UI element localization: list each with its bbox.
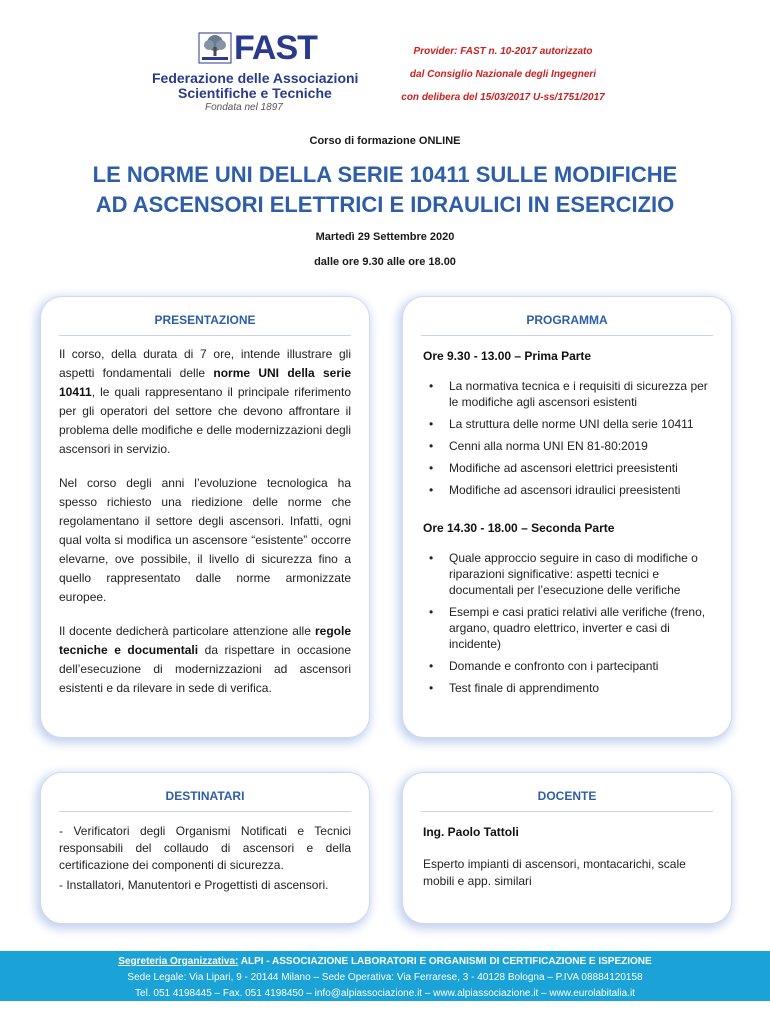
presentazione-paragraph-3 [59,622,351,698]
list-item: • Esempi e casi pratici relativi alle verifiche (freno, argano, quadro elettrico, inverter e casi di incidente) [423,604,715,652]
footer-org-line [0,954,770,970]
logo-wordmark: FAST [234,29,317,67]
course-date: Martedì 29 Settembre 2020 [315,231,455,243]
bold-span: norme UNI della serie 10411 [59,366,351,399]
list-item: • La struttura delle norme UNI della serie 10411 [423,416,715,432]
provider-info [378,40,628,109]
divider [59,335,351,336]
footer-address: Sede Legale: Via Lipari, 9 - 20144 Milano – Sede Operativa: Via Ferrarese, 3 - 40128 Bologna – P.IVA 08884120158 [127,972,643,983]
course-hours: dalle ore 9.30 alle ore 18.00 [314,256,456,268]
logo-founded: Fondata nel 1897 [205,102,283,113]
destinatari-panel [40,772,370,924]
footer-contacts: Tel. 051 4198445 – Fax. 051 4198450 – info@alpiassociazione.it – www.alpiassociazione.it – www.eurolabitalia.it [135,988,635,999]
text-span: Il corso, della durata di 7 ore, intende illustrare gli aspetti fondamentali delle [59,347,351,380]
presentazione-panel [40,296,370,738]
text-span: da rispettare in occasione dell’esecuzione di modernizzazioni ad ascensori esistenti e da rilevare in sede di verifica. [59,643,351,695]
list-item: • Quale approccio seguire in caso di modifiche o riparazioni significative: aspetti tecnici e documentali per l’esecuzione delle verifiche [423,550,715,598]
destinatari-item-1: - Verificatori degli Organismi Notificati e Tecnici responsabili del collaudo di ascensori e della certificazione dei componenti di sicurezza. [59,824,351,872]
provider-line1: Provider: FAST n. 10-2017 autorizzato [413,46,593,57]
destinatari-title: DESTINATARI [165,789,245,803]
destinatari-item-2: - Installatori, Manutentori e Progettisti di ascensori. [59,878,329,892]
footer-bar [0,951,770,1001]
tree-emblem-icon [198,32,232,64]
course-title-line1: LE NORME UNI DELLA SERIE 10411 SULLE MODIFICHE [92,162,678,187]
fast-logo [148,29,363,117]
part1-heading: Ore 9.30 - 13.00 – Prima Parte [423,349,592,363]
course-title-line2: AD ASCENSORI ELETTRICI E IDRAULICI IN ESERCIZIO [95,192,675,217]
divider [59,811,351,812]
presentazione-title: PRESENTAZIONE [154,313,256,327]
presentazione-paragraph-2: Nel corso degli anni l’evoluzione tecnologica ha spesso richiesto una riedizione delle norme che regolamentano il settore degli ascensori. Infatti, ogni qual volta si modifica un ascensore “esistente” occorre elevarne, ove possibile, il livello di sicurezza fino a quello rappresentato dalle norme armonizzate europee. [59,476,351,604]
list-item: • Cenni alla norma UNI EN 81-80:2019 [423,438,715,454]
part2-list [423,550,715,702]
docente-bio: Esperto impianti di ascensori, montacarichi, scale mobili e app. similari [423,857,686,888]
part1-list [423,378,715,504]
footer-org: ALPI - ASSOCIAZIONE LABORATORI E ORGANISMI DI CERTIFICAZIONE E ISPEZIONE [238,956,652,967]
list-item: • Test finale di apprendimento [423,680,715,696]
course-title [0,160,770,220]
programma-title: PROGRAMMA [526,313,608,327]
course-type: Corso di formazione ONLINE [309,135,461,147]
divider [421,335,713,336]
logo-org-line2: Scientifiche e Tecniche [178,85,332,101]
list-item: • La normativa tecnica e i requisiti di sicurezza per le modifiche agli ascensori esistenti [423,378,715,410]
logo-org-line1: Federazione delle Associazioni [152,70,359,86]
presentazione-paragraph-1 [59,345,351,459]
provider-line2: dal Consiglio Nazionale degli Ingegneri [409,69,597,80]
programma-panel [402,296,732,738]
list-item: • Domande e confronto con i partecipanti [423,658,715,674]
provider-line3: con delibera del 15/03/2017 U-ss/1751/2017 [401,92,605,103]
part2-heading: Ore 14.30 - 18.00 – Seconda Parte [423,521,615,535]
docente-panel [402,772,732,924]
docente-title: DOCENTE [537,789,597,803]
divider [421,811,713,812]
bold-span: regole tecniche e documentali [59,624,351,657]
list-item: • Modifiche ad ascensori elettrici preesistenti [423,460,715,476]
text-span: Il docente dedicherà particolare attenzione alle [59,624,315,638]
footer-label: Segreteria Organizzativa: [118,956,239,967]
docente-name: Ing. Paolo Tattoli [423,825,519,839]
text-span: , le quali rappresentano il principale riferimento per gli operatori del settore che devono affrontare il problema delle modifiche e delle modernizzazioni degli ascensori in servizio. [59,385,351,456]
list-item: • Modifiche ad ascensori idraulici preesistenti [423,482,715,498]
